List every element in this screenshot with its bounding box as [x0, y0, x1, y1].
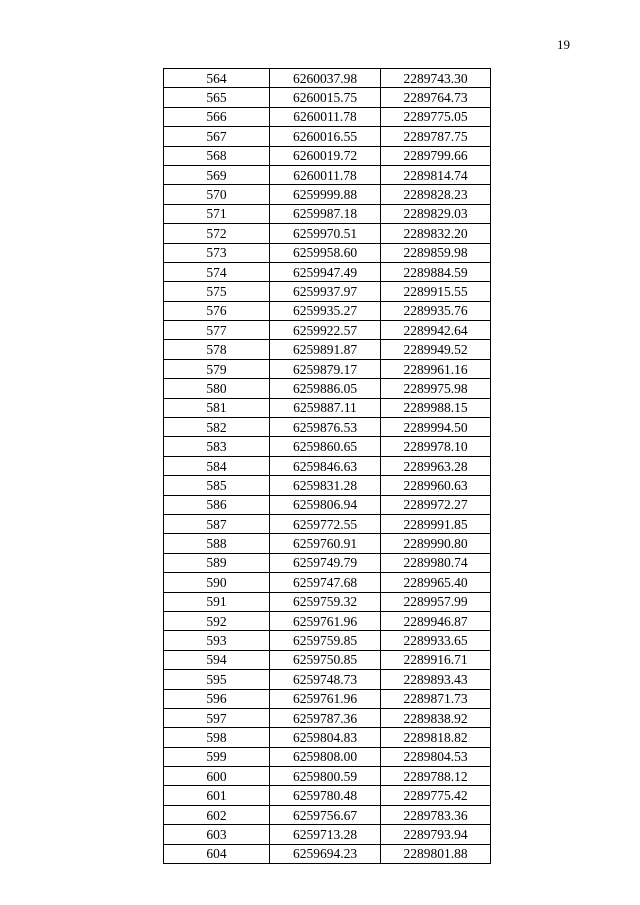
x-coordinate-cell: 6259808.00 — [270, 747, 381, 766]
point-number-cell: 589 — [164, 553, 270, 572]
y-coordinate-cell: 2289799.66 — [381, 146, 491, 165]
point-number-cell: 590 — [164, 573, 270, 592]
y-coordinate-cell: 2289838.92 — [381, 708, 491, 727]
point-number-cell: 604 — [164, 844, 270, 863]
point-number-cell: 567 — [164, 127, 270, 146]
table-row — [164, 224, 491, 243]
y-coordinate-cell: 2289915.55 — [381, 282, 491, 301]
y-coordinate-cell: 2289961.16 — [381, 359, 491, 378]
y-coordinate-cell: 2289946.87 — [381, 611, 491, 630]
table-row — [164, 611, 491, 630]
table-row — [164, 844, 491, 863]
x-coordinate-cell: 6259759.32 — [270, 592, 381, 611]
x-coordinate-cell: 6259760.91 — [270, 534, 381, 553]
y-coordinate-cell: 2289963.28 — [381, 456, 491, 475]
y-coordinate-cell: 2289933.65 — [381, 631, 491, 650]
x-coordinate-cell: 6259935.27 — [270, 301, 381, 320]
y-coordinate-cell: 2289871.73 — [381, 689, 491, 708]
table-row — [164, 243, 491, 262]
x-coordinate-cell: 6259937.97 — [270, 282, 381, 301]
point-number-cell: 577 — [164, 321, 270, 340]
table-row — [164, 321, 491, 340]
point-number-cell: 584 — [164, 456, 270, 475]
x-coordinate-cell: 6259922.57 — [270, 321, 381, 340]
table-row — [164, 418, 491, 437]
y-coordinate-cell: 2289832.20 — [381, 224, 491, 243]
coordinates-table — [163, 68, 491, 864]
point-number-cell: 572 — [164, 224, 270, 243]
x-coordinate-cell: 6259787.36 — [270, 708, 381, 727]
point-number-cell: 569 — [164, 165, 270, 184]
table-row — [164, 708, 491, 727]
y-coordinate-cell: 2289787.75 — [381, 127, 491, 146]
x-coordinate-cell: 6259800.59 — [270, 767, 381, 786]
point-number-cell: 602 — [164, 805, 270, 824]
table-row — [164, 805, 491, 824]
table-row — [164, 747, 491, 766]
y-coordinate-cell: 2289884.59 — [381, 262, 491, 281]
table-row — [164, 456, 491, 475]
table-row — [164, 146, 491, 165]
y-coordinate-cell: 2289975.98 — [381, 379, 491, 398]
x-coordinate-cell: 6259750.85 — [270, 650, 381, 669]
y-coordinate-cell: 2289818.82 — [381, 728, 491, 747]
table-row — [164, 359, 491, 378]
point-number-cell: 585 — [164, 476, 270, 495]
x-coordinate-cell: 6260015.75 — [270, 88, 381, 107]
x-coordinate-cell: 6259759.85 — [270, 631, 381, 650]
table-row — [164, 340, 491, 359]
y-coordinate-cell: 2289960.63 — [381, 476, 491, 495]
y-coordinate-cell: 2289988.15 — [381, 398, 491, 417]
x-coordinate-cell: 6259891.87 — [270, 340, 381, 359]
table-row — [164, 88, 491, 107]
table-row — [164, 592, 491, 611]
table-row — [164, 650, 491, 669]
x-coordinate-cell: 6260019.72 — [270, 146, 381, 165]
x-coordinate-cell: 6259886.05 — [270, 379, 381, 398]
y-coordinate-cell: 2289916.71 — [381, 650, 491, 669]
x-coordinate-cell: 6259860.65 — [270, 437, 381, 456]
point-number-cell: 576 — [164, 301, 270, 320]
x-coordinate-cell: 6259958.60 — [270, 243, 381, 262]
y-coordinate-cell: 2289764.73 — [381, 88, 491, 107]
point-number-cell: 594 — [164, 650, 270, 669]
table-row — [164, 398, 491, 417]
y-coordinate-cell: 2289793.94 — [381, 825, 491, 844]
point-number-cell: 579 — [164, 359, 270, 378]
x-coordinate-cell: 6259772.55 — [270, 514, 381, 533]
table-row — [164, 495, 491, 514]
y-coordinate-cell: 2289893.43 — [381, 670, 491, 689]
table-row — [164, 204, 491, 223]
point-number-cell: 581 — [164, 398, 270, 417]
page-number: 19 — [557, 37, 570, 52]
point-number-cell: 586 — [164, 495, 270, 514]
point-number-cell: 583 — [164, 437, 270, 456]
point-number-cell: 591 — [164, 592, 270, 611]
point-number-cell: 597 — [164, 708, 270, 727]
table-row — [164, 573, 491, 592]
table-row — [164, 165, 491, 184]
table-row — [164, 437, 491, 456]
table-row — [164, 825, 491, 844]
y-coordinate-cell: 2289743.30 — [381, 69, 491, 88]
table-row — [164, 262, 491, 281]
x-coordinate-cell: 6259804.83 — [270, 728, 381, 747]
y-coordinate-cell: 2289991.85 — [381, 514, 491, 533]
x-coordinate-cell: 6259987.18 — [270, 204, 381, 223]
y-coordinate-cell: 2289775.05 — [381, 107, 491, 126]
point-number-cell: 571 — [164, 204, 270, 223]
table-row — [164, 301, 491, 320]
point-number-cell: 588 — [164, 534, 270, 553]
x-coordinate-cell: 6259876.53 — [270, 418, 381, 437]
x-coordinate-cell: 6259806.94 — [270, 495, 381, 514]
x-coordinate-cell: 6260016.55 — [270, 127, 381, 146]
table-row — [164, 689, 491, 708]
point-number-cell: 568 — [164, 146, 270, 165]
point-number-cell: 582 — [164, 418, 270, 437]
table-row — [164, 514, 491, 533]
y-coordinate-cell: 2289965.40 — [381, 573, 491, 592]
x-coordinate-cell: 6259749.79 — [270, 553, 381, 572]
table-row — [164, 553, 491, 572]
y-coordinate-cell: 2289994.50 — [381, 418, 491, 437]
y-coordinate-cell: 2289942.64 — [381, 321, 491, 340]
x-coordinate-cell: 6260011.78 — [270, 165, 381, 184]
y-coordinate-cell: 2289935.76 — [381, 301, 491, 320]
x-coordinate-cell: 6259756.67 — [270, 805, 381, 824]
y-coordinate-cell: 2289828.23 — [381, 185, 491, 204]
point-number-cell: 580 — [164, 379, 270, 398]
point-number-cell: 573 — [164, 243, 270, 262]
table-row — [164, 631, 491, 650]
point-number-cell: 595 — [164, 670, 270, 689]
table-row — [164, 534, 491, 553]
point-number-cell: 570 — [164, 185, 270, 204]
point-number-cell: 575 — [164, 282, 270, 301]
point-number-cell: 593 — [164, 631, 270, 650]
x-coordinate-cell: 6259694.23 — [270, 844, 381, 863]
point-number-cell: 565 — [164, 88, 270, 107]
point-number-cell: 564 — [164, 69, 270, 88]
x-coordinate-cell: 6259999.88 — [270, 185, 381, 204]
point-number-cell: 592 — [164, 611, 270, 630]
point-number-cell: 566 — [164, 107, 270, 126]
y-coordinate-cell: 2289804.53 — [381, 747, 491, 766]
table-row — [164, 670, 491, 689]
x-coordinate-cell: 6259831.28 — [270, 476, 381, 495]
x-coordinate-cell: 6259879.17 — [270, 359, 381, 378]
y-coordinate-cell: 2289859.98 — [381, 243, 491, 262]
y-coordinate-cell: 2289788.12 — [381, 767, 491, 786]
x-coordinate-cell: 6260011.78 — [270, 107, 381, 126]
point-number-cell: 603 — [164, 825, 270, 844]
x-coordinate-cell: 6259713.28 — [270, 825, 381, 844]
y-coordinate-cell: 2289990.80 — [381, 534, 491, 553]
table-row — [164, 282, 491, 301]
point-number-cell: 601 — [164, 786, 270, 805]
point-number-cell: 578 — [164, 340, 270, 359]
table-row — [164, 185, 491, 204]
table-row — [164, 107, 491, 126]
table-row — [164, 767, 491, 786]
x-coordinate-cell: 6259761.96 — [270, 689, 381, 708]
x-coordinate-cell: 6259947.49 — [270, 262, 381, 281]
point-number-cell: 600 — [164, 767, 270, 786]
table-row — [164, 379, 491, 398]
y-coordinate-cell: 2289783.36 — [381, 805, 491, 824]
table-row — [164, 786, 491, 805]
y-coordinate-cell: 2289814.74 — [381, 165, 491, 184]
x-coordinate-cell: 6259761.96 — [270, 611, 381, 630]
x-coordinate-cell: 6259887.11 — [270, 398, 381, 417]
point-number-cell: 574 — [164, 262, 270, 281]
table-row — [164, 476, 491, 495]
point-number-cell: 598 — [164, 728, 270, 747]
table-row — [164, 127, 491, 146]
y-coordinate-cell: 2289949.52 — [381, 340, 491, 359]
y-coordinate-cell: 2289972.27 — [381, 495, 491, 514]
coordinates-table-body — [164, 69, 491, 864]
y-coordinate-cell: 2289978.10 — [381, 437, 491, 456]
x-coordinate-cell: 6259780.48 — [270, 786, 381, 805]
table-row — [164, 728, 491, 747]
x-coordinate-cell: 6259747.68 — [270, 573, 381, 592]
y-coordinate-cell: 2289829.03 — [381, 204, 491, 223]
point-number-cell: 596 — [164, 689, 270, 708]
y-coordinate-cell: 2289980.74 — [381, 553, 491, 572]
point-number-cell: 599 — [164, 747, 270, 766]
table-row — [164, 69, 491, 88]
x-coordinate-cell: 6259970.51 — [270, 224, 381, 243]
x-coordinate-cell: 6259846.63 — [270, 456, 381, 475]
y-coordinate-cell: 2289957.99 — [381, 592, 491, 611]
point-number-cell: 587 — [164, 514, 270, 533]
x-coordinate-cell: 6260037.98 — [270, 69, 381, 88]
y-coordinate-cell: 2289775.42 — [381, 786, 491, 805]
y-coordinate-cell: 2289801.88 — [381, 844, 491, 863]
x-coordinate-cell: 6259748.73 — [270, 670, 381, 689]
